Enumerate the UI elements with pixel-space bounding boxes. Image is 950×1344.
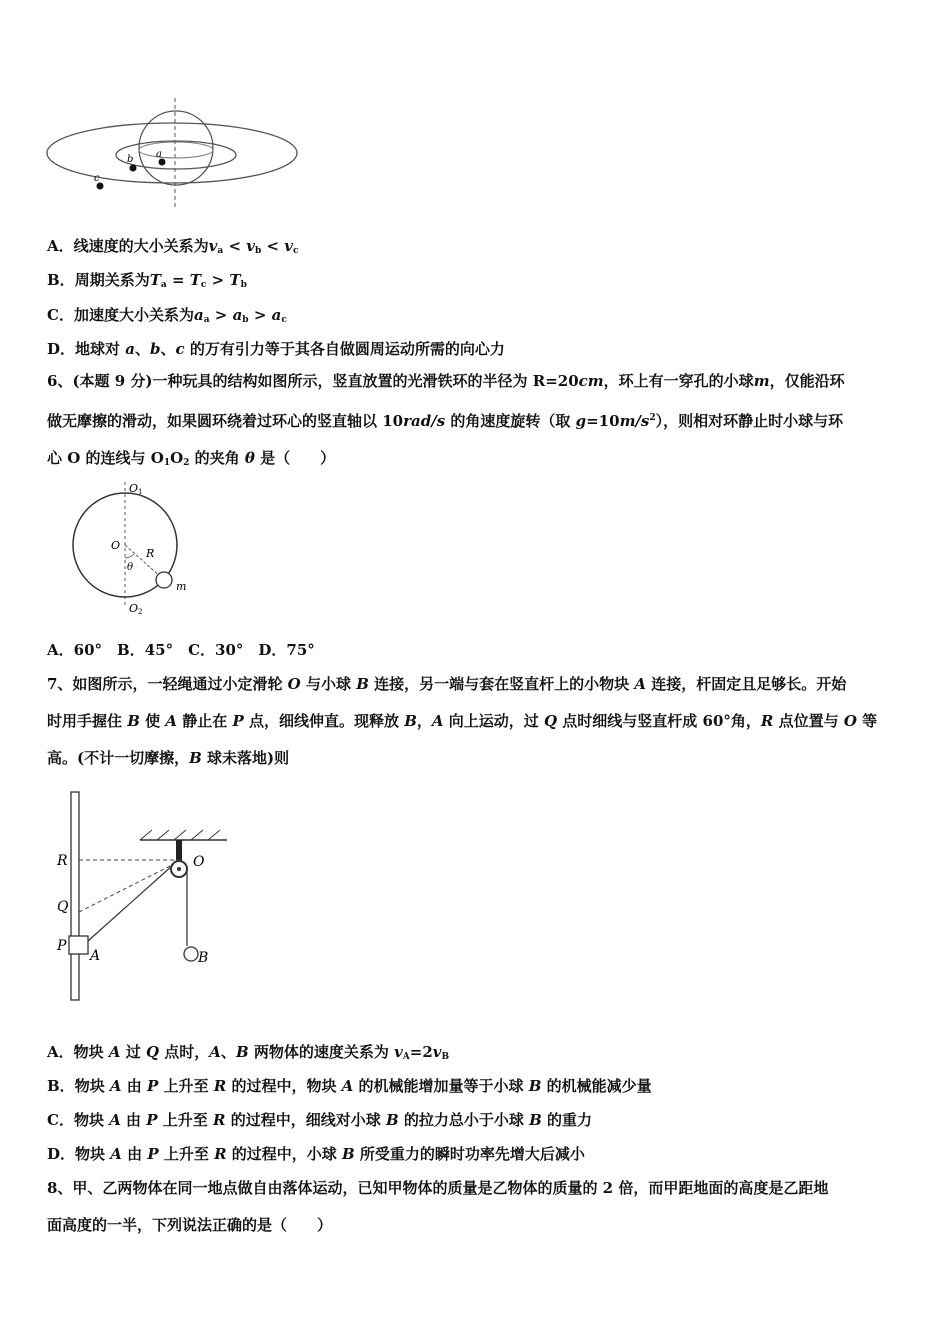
q7-option-a: A．物块 A 过 Q 点时，A、B 两物体的速度关系为 $v_A=2v_B$ <box>47 1043 450 1062</box>
label-c: c <box>94 173 100 184</box>
orbit-figure <box>40 95 305 215</box>
label-q: Q <box>57 899 69 915</box>
vertical-rod <box>71 792 79 1000</box>
q7-stem: 7、如图所示，一轻绳通过小定滑轮 O 与小球 B 连接，另一端与套在竖直杆上的小物块 A 连接，杆固定且足够长。开始 时用手握住 B 使 A 静止在 P 点，细线伸直。现释放 B，A 向上运动，过 Q 点时细线与竖直杆成 60°角，R 点位置与 O 等 高。(不计一切摩擦，B 球未落地)则 <box>47 675 878 767</box>
label-a: A <box>90 948 101 964</box>
label-b: b <box>127 154 134 165</box>
ring-figure <box>65 478 195 618</box>
label-r: R <box>57 853 68 869</box>
pulley-center <box>177 867 181 871</box>
label-o: O <box>193 854 205 870</box>
label-o1: O <box>129 482 139 495</box>
ceiling-hatch <box>140 830 220 840</box>
label-o2-sub: 2 <box>138 608 143 616</box>
block-a <box>69 936 88 954</box>
label-r: R <box>146 547 155 560</box>
q6-stem: 6、(本题 9 分)一种玩具的结构如图所示，竖直放置的光滑铁环的半径为 R=20cm，环上有一穿孔的小球m，仅能沿环 做无摩擦的滑动，如果圆环绕着过环心的竖直轴以 10rad/s 的角速度旋转（取 $g=10m/s^2$），则相对环静止时小球与环 心 O 的连线与 $O_1O_2$ 的夹角 θ 是（ ） <box>47 372 845 468</box>
pulley-figure <box>52 788 242 1003</box>
label-a: a <box>156 149 162 160</box>
label-o: O <box>111 539 121 552</box>
dashed-q-line <box>79 864 174 912</box>
label-o1-sub: 1 <box>138 488 143 496</box>
satellite-b <box>130 165 137 172</box>
ball-m <box>156 572 172 588</box>
q6-options: A．60° B．45° C．30° D．75° <box>47 641 315 659</box>
label-theta: θ <box>127 562 134 573</box>
ball-b <box>184 947 198 961</box>
outer-orbit <box>47 123 297 183</box>
q5-option-d: D．地球对 a、b、c 的万有引力等于其各自做圆周运动所需的向心力 <box>47 340 505 358</box>
label-p: P <box>57 938 67 954</box>
q8-stem: 8、甲、乙两物体在同一地点做自由落体运动，已知甲物体的质量是乙物体的质量的 2 倍，而甲距地面的高度是乙距地 面高度的一半，下列说法正确的是（ ） <box>47 1179 829 1234</box>
rope-to-a <box>88 865 173 941</box>
q7-option-b: B．物块 A 由 P 上升至 R 的过程中，物块 A 的机械能增加量等于小球 B 的机械能减少量 <box>47 1077 652 1095</box>
q5-option-a: A．线速度的大小关系为$v_a < v_b < v_c$ <box>47 237 299 256</box>
label-m: m <box>176 580 187 593</box>
theta-arc <box>125 554 134 558</box>
q7-option-c: C．物块 A 由 P 上升至 R 的过程中，细线对小球 B 的拉力总小于小球 B 的重力 <box>47 1111 592 1129</box>
earth-sphere <box>139 111 213 185</box>
earth-equator <box>139 142 213 158</box>
label-b: B <box>198 950 209 966</box>
label-o2: O <box>129 602 139 615</box>
q7-option-d: D．物块 A 由 P 上升至 R 的过程中，小球 B 所受重力的瞬时功率先增大后减小 <box>47 1145 585 1163</box>
q5-option-b: B．周期关系为$T_a = T_c > T_b$ <box>47 271 247 290</box>
q5-option-c: C．加速度大小关系为$a_a > a_b > a_c$ <box>47 306 287 325</box>
